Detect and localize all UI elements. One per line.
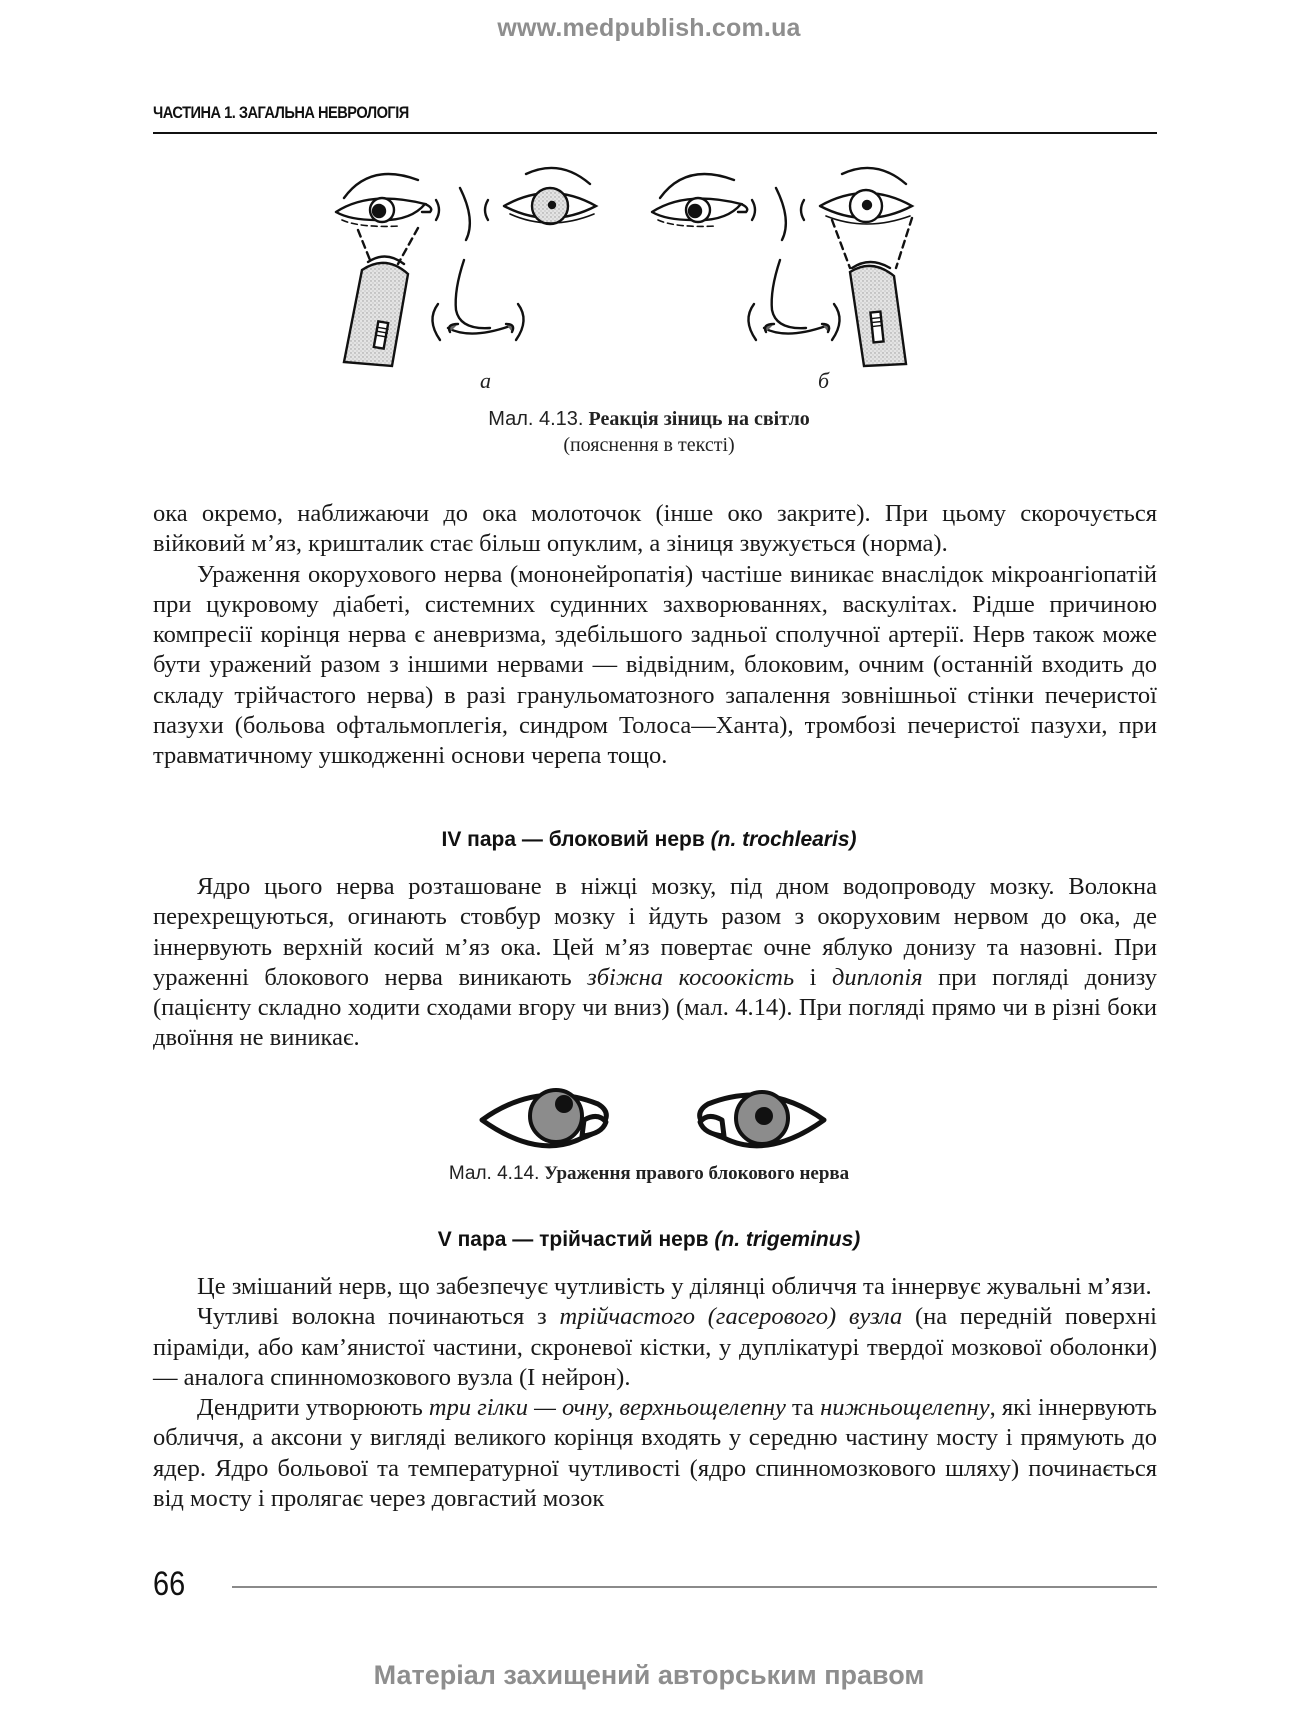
section-title: IV пара — блоковий нерв [441, 828, 711, 851]
page-number: 66 [153, 1565, 186, 1603]
figure-trochlear-lesion-eyes [478, 1082, 828, 1162]
section-heading-iv [0, 828, 1298, 852]
text: Чутливі волокна починаються з [197, 1303, 560, 1331]
section-latin: (n. trochlearis) [710, 828, 857, 851]
body-block-oculomotor [153, 499, 1157, 772]
panel-label-b: б [818, 368, 830, 393]
text: і [794, 963, 833, 991]
figure-pupil-light-reaction [330, 160, 970, 370]
watermark-copyright: Матеріал захищений авторським правом [373, 1660, 925, 1690]
emphasis: три гілки — очну, верхньощелепну [428, 1394, 786, 1422]
paragraph [153, 872, 1157, 1054]
panel-label-a: а [480, 368, 491, 393]
caption-title: Ураження правого блокового нерва [544, 1163, 850, 1184]
emphasis: збіжна косоокість [587, 963, 795, 991]
text: (на передній поверхні піраміди, або кам’янистої частини, скроневої кістки, у дуплікатурі твердої мозкової оболонки) — аналога спинномозкового вузла (І нейрон). [153, 1303, 1157, 1391]
emphasis: трійчастого (гасерового) вузла [559, 1303, 903, 1331]
body-block-trigeminal [153, 1272, 1157, 1514]
emphasis: диплопія [832, 963, 923, 991]
text: , які іннервують обличчя, а аксони у вигляді великого корінця входять у середню частину мосту і прямують до ядер. Ядро больової та температурної чутливості (ядро спинномозкового шляху) починається від мосту і пролягає через довгастий мозок [153, 1394, 1157, 1513]
text: та [785, 1394, 821, 1422]
panel-a-drawing [336, 174, 524, 366]
caption-label: Мал. 4.13. [488, 408, 584, 430]
right-eye-drawing [482, 1090, 606, 1146]
running-head: ЧАСТИНА 1. ЗАГАЛЬНА НЕВРОЛОГІЯ [153, 103, 409, 122]
section-heading-v [0, 1228, 1298, 1252]
paragraph: Це змішаний нерв, що забезпечує чутливість у ділянці обличчя та іннервує жувальні м’язи. [197, 1273, 1152, 1300]
caption-label: Мал. 4.14. [448, 1163, 540, 1184]
figure-4-14-caption [0, 1163, 1298, 1185]
emphasis: нижньощелепну [820, 1394, 990, 1422]
body-block-trochlear [153, 872, 1157, 1054]
paragraph [153, 1393, 1157, 1514]
caption-title: Реакція зіниць на світло [588, 408, 810, 430]
paragraph [153, 1302, 1157, 1393]
figure-4-13-subcaption: (пояснення в тексті) [563, 434, 735, 456]
header-rule [153, 132, 1157, 134]
panel-b-drawing [652, 168, 912, 366]
iris-right [530, 1090, 582, 1142]
pupil-left [755, 1107, 773, 1125]
pupil-right [555, 1095, 573, 1113]
watermark-url: www.medpublish.com.ua [497, 14, 801, 42]
section-title: V пара — трійчастий нерв [437, 1228, 715, 1251]
paragraph: Ураження окорухового нерва (мононейропатія) частіше виникає внаслідок мікроангіопатій при цукровому діабеті, системних судинних захворюваннях, васкулітах. Рідше причиною компресії корінця нерва є аневризма, здебільшого задньої сполучної артерії. Нерв також може бути уражений разом з іншими нервами — відвідним, блоковим, очним (останній входить до складу трійчастого нерва) в разі гранульоматозного запалення зовнішньої стінки печеристої пазухи (больова офтальмоплегія, синдром Толоса—Ханта), тромбозі печеристої пазухи, при травматичному ушкодженні основи черепа тощо. [153, 560, 1157, 770]
text: Дендрити утворюють [197, 1394, 429, 1422]
left-eye-drawing [700, 1092, 824, 1146]
figure-4-13-caption [0, 408, 1298, 431]
footer-rule [232, 1586, 1157, 1588]
paragraph: ока окремо, наближаючи до ока молоточок (інше око закрите). При цьому скорочується війковий м’яз, кришталик стає більш опуклим, а зіниця звужується (норма). [153, 500, 1157, 558]
text: Ядро цього нерва розташоване в ніжці мозку, під дном водопроводу мозку. Волокна перехрещуються, огинають стовбур мозку і йдуть разом з окоруховим нервом до ока, де іннервують верхній косий м’яз ока. Цей м’яз повертає очне яблуко донизу та назовні. При ураженні блокового нерва виникають [153, 873, 1157, 991]
text: при погляді донизу (пацієнту складно ходити сходами вгору чи вниз) (мал. 4.14). При погляді прямо чи в різні боки двоїння не виникає. [153, 963, 1157, 1052]
section-latin: (n. trigeminus) [714, 1228, 861, 1251]
